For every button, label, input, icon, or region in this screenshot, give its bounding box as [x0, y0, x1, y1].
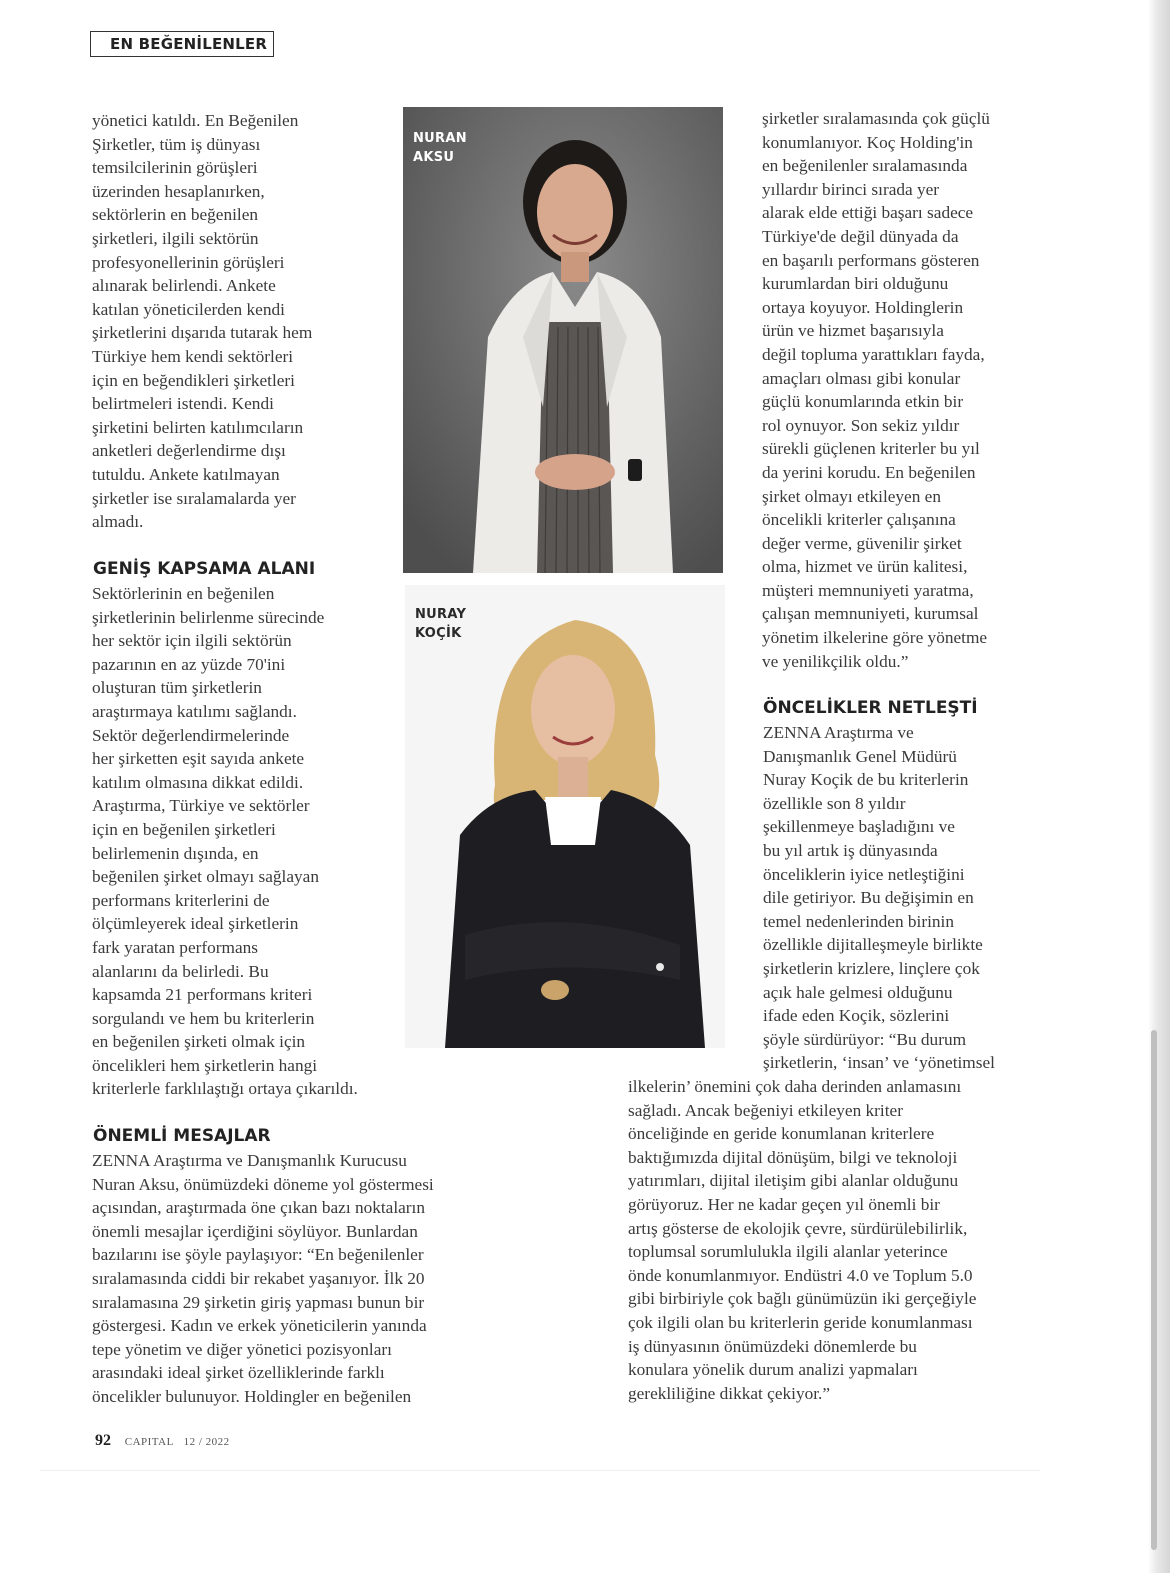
text-line: da yerini korudu. En beğenilen [762, 462, 976, 482]
text-line: oluşturan tüm şirketlerin [92, 678, 262, 698]
text-line: profesyonellerinin görüşleri [92, 252, 285, 272]
text-line: konumlanıyor. Koç Holding'in [762, 132, 973, 152]
text-line: iş dünyasının önümüzdeki dönemlerde bu [628, 1336, 917, 1356]
text-line: ölçümleyerek ideal şirketlerin [92, 914, 299, 934]
text-line: Nuran Aksu, önümüzdeki döneme yol göstermesi [92, 1174, 434, 1194]
text-line: performans kriterlerini de [92, 890, 270, 910]
text-line: sektörlerin en beğenilen [92, 205, 259, 225]
paragraph-intro [92, 109, 392, 534]
caption-1-line-1: NURAN [413, 131, 467, 146]
heading-messages: ÖNEMLİ MESAJLAR [93, 1126, 271, 1146]
scrollbar[interactable] [1151, 1030, 1157, 1550]
column-3-priorities [763, 721, 1053, 1075]
text-line: Türkiye hem kendi sektörleri [92, 346, 294, 366]
text-line: çalışan memnuniyeti, kurumsal [762, 604, 979, 624]
text-line: sıralamasında ciddi bir rekabet yaşanıyor. İlk 20 [92, 1268, 425, 1288]
text-line: şirketleri, ilgili sektörün [92, 228, 259, 248]
text-line: şirketler sıralamasında çok güçlü [762, 109, 990, 128]
text-line: belirlemenin dışında, en [92, 843, 259, 863]
publication-name: CAPITAL [124, 1436, 174, 1448]
text-line: tutuldu. Ankete katılmayan [92, 464, 280, 484]
text-line: olma, hizmet ve ürün kalitesi, [762, 557, 968, 577]
text-line: gerekliliğine dikkat çekiyor.” [628, 1383, 831, 1403]
text-line: pazarının en az yüzde 70'ini [92, 654, 286, 674]
caption-2-line-2: KOÇİK [415, 626, 462, 641]
heading-priorities: ÖNCELİKLER NETLEŞTİ [763, 698, 978, 718]
column-3 [762, 107, 1052, 673]
text-line: için en beğendikleri şirketleri [92, 370, 295, 390]
text-line: açısından, araştırmada öne çıkan bazı noktaların [92, 1198, 426, 1218]
text-line: ZENNA Araştırma ve [763, 723, 914, 742]
text-line: dile getiriyor. Bu değişimin en [763, 888, 974, 908]
text-line: alınarak belirlendi. Ankete [92, 276, 276, 296]
heading-scope: GENİŞ KAPSAMA ALANI [93, 559, 316, 579]
page-footer [95, 1432, 230, 1450]
text-line: şirketlerinin belirlenme sürecinde [92, 607, 325, 627]
text-line: gibi birbiriyle çok bağlı günümüzün iki gerçeğiyle [628, 1289, 977, 1309]
text-line: ürün ve hizmet başarısıyla [762, 321, 944, 341]
portrait-nuran-aksu [403, 107, 723, 573]
text-line: önemli mesajlar içerdiğini söylüyor. Bunlardan [92, 1221, 418, 1241]
text-line: Sektörlerinin en beğenilen [92, 584, 275, 603]
text-line: değer verme, güvenilir şirket [762, 533, 962, 553]
text-line: alanlarını da belirledi. Bu [92, 961, 269, 981]
issue-date: 12 / 2022 [183, 1436, 230, 1448]
text-line: her sektör için ilgili sektörün [92, 631, 292, 651]
column-3-wide [628, 1075, 1048, 1405]
text-line: öncelikli kriterler çalışanına [762, 510, 956, 530]
text-line: katılım olmasına dikkat edildi. [92, 772, 304, 792]
text-line: temel nedenlerinden birinin [763, 911, 954, 931]
text-line: sürekli güçlenen kriterler bu yıl [762, 439, 980, 459]
text-line: her şirketten eşit sayıda ankete [92, 749, 305, 769]
column-1-scope [92, 582, 412, 1101]
text-line: Nuray Koçik de bu kriterlerin [763, 770, 969, 790]
text-line: görüyoruz. Her ne kadar geçen yıl önemli bir [628, 1194, 940, 1214]
text-line: kapsamda 21 performans kriteri [92, 985, 313, 1005]
text-line: özellikle son 8 yıldır [763, 793, 906, 813]
text-line: şirketlerin, ‘insan’ ve ‘yönetimsel [763, 1053, 995, 1073]
text-line: kriterlerle farklılaştığı ortaya çıkarıldı. [92, 1079, 358, 1099]
text-line: şöyle sürdürüyor: “Bu durum [763, 1029, 967, 1049]
text-line: güçlü konumlarında etkin bir [762, 392, 964, 412]
text-line: araştırmaya katılımı sağlandı. [92, 701, 297, 721]
text-line: öncelikler bulunuyor. Holdingler en beğenilen [92, 1386, 412, 1406]
column-1 [92, 109, 392, 534]
text-line: yönetim ilkelerine göre yönetme [762, 628, 988, 648]
text-line: belirtmeleri istendi. Kendi [92, 394, 274, 414]
text-line: açık hale gelmesi olduğunu [763, 982, 953, 1002]
text-line: öncelikleri hem şirketlerin hangi [92, 1055, 318, 1075]
text-line: artış gösterse de ekolojik çevre, sürdürülebilirlik, [628, 1218, 968, 1238]
text-line: bazılarını ise şöyle paylaşıyor: “En beğenilenler [92, 1245, 424, 1265]
text-line: bu yıl artık iş dünyasında [763, 840, 938, 860]
text-line: için en beğenilen şirketleri [92, 819, 276, 839]
text-line: toplumsal sorumlulukla ilgili alanlar yeterince [628, 1242, 948, 1262]
paragraph-scope [92, 582, 412, 1101]
page-number: 92 [95, 1432, 111, 1449]
paragraph-messages [92, 1149, 512, 1409]
text-line: kurumlardan biri olduğunu [762, 274, 949, 294]
text-line: yıllardır birinci sırada yer [762, 179, 940, 199]
text-line: önde konumlanmıyor. Endüstri 4.0 ve Toplum 5.0 [628, 1265, 973, 1285]
column-1-messages [92, 1149, 512, 1409]
text-line: arasındaki ideal şirket özelliklerinde farklı [92, 1363, 385, 1383]
portrait-2-image [405, 585, 725, 1048]
text-line: Şirketler, tüm iş dünyası [92, 134, 261, 154]
text-line: Türkiye'de değil dünyada da [762, 226, 959, 246]
text-line: üzerinden hesaplanırken, [92, 181, 265, 201]
paragraph-priorities [763, 721, 1053, 1075]
text-line: konulara yönelik durum analizi yapmaları [628, 1360, 918, 1380]
footer-divider [40, 1470, 1040, 1471]
text-line: katılan yöneticilerden kendi [92, 299, 285, 319]
text-line: şirket olmayı etkileyen en [762, 486, 941, 506]
text-line: şirketlerin krizlere, linçlere çok [763, 958, 980, 978]
portrait-nuray-kocik [405, 585, 725, 1048]
text-line: almadı. [92, 512, 144, 532]
portrait-1-image [403, 107, 723, 573]
text-line: yönetici katıldı. En Beğenilen [92, 111, 299, 130]
paragraph-priorities-continued [628, 1075, 1048, 1405]
text-line: Danışmanlık Genel Müdürü [763, 746, 957, 766]
text-line: çok ilgili olan bu kriterlerin geride konumlanması [628, 1312, 973, 1332]
text-line: rol oynuyor. Son sekiz yıldır [762, 415, 960, 435]
paragraph-column-3-top [762, 107, 1052, 673]
text-line: beğenilen şirket olmayı sağlayan [92, 867, 319, 887]
text-line: amaçları olması gibi konular [762, 368, 961, 388]
text-line: anketleri değerlendirme dışı [92, 441, 286, 461]
text-line: önceliklerin iyice netleştiğini [763, 864, 965, 884]
text-line: Araştırma, Türkiye ve sektörler [92, 796, 310, 816]
text-line: ifade eden Koçik, sözlerini [763, 1006, 950, 1026]
text-line: temsilcilerinin görüşleri [92, 158, 258, 178]
text-line: en başarılı performans gösteren [762, 250, 980, 270]
section-label: EN BEĞENİLENLER [90, 31, 274, 57]
text-line: baktığımızda dijital dönüşüm, bilgi ve teknoloji [628, 1147, 958, 1167]
text-line: en beğenilenler sıralamasında [762, 156, 968, 176]
text-line: şekillenmeye başladığını ve [763, 817, 955, 837]
text-line: önceliğinde en geride konumlanan kriterlere [628, 1124, 935, 1144]
text-line: müşteri memnuniyeti yaratma, [762, 580, 974, 600]
text-line: sağladı. Ancak beğeniyi etkileyen kriter [628, 1100, 903, 1120]
text-line: alarak elde ettiği başarı sadece [762, 203, 974, 223]
text-line: yatırımları, dijital iletişim gibi alanlar olduğunu [628, 1171, 959, 1191]
text-line: sorgulandı ve hem bu kriterlerin [92, 1008, 315, 1028]
text-line: ve yenilikçilik oldu.” [762, 651, 909, 671]
text-line: en beğenilen şirketi olmak için [92, 1032, 306, 1052]
text-line: şirketler ise sıralamalarda yer [92, 488, 296, 508]
text-line: şirketlerini dışarıda tutarak hem [92, 323, 313, 343]
text-line: tepe yönetim ve diğer yönetici pozisyonları [92, 1339, 392, 1359]
caption-1-line-2: AKSU [413, 150, 455, 165]
text-line: ZENNA Araştırma ve Danışmanlık Kurucusu [92, 1151, 407, 1170]
caption-2-line-1: NURAY [415, 607, 467, 622]
text-line: değil topluma yarattıkları fayda, [762, 344, 985, 364]
text-line: göstergesi. Kadın ve erkek yöneticilerin yanında [92, 1316, 427, 1336]
text-line: özellikle dijitalleşmeyle birlikte [763, 935, 983, 955]
text-line: ilkelerin’ önemini çok daha derinden anlamasını [628, 1077, 962, 1096]
text-line: ortaya koyuyor. Holdinglerin [762, 297, 964, 317]
text-line: fark yaratan performans [92, 937, 259, 957]
text-line: sıralamasına 29 şirketin giriş yapması bunun bir [92, 1292, 425, 1312]
text-line: Sektör değerlendirmelerinde [92, 725, 290, 745]
text-line: şirketini belirten katılımcıların [92, 417, 304, 437]
